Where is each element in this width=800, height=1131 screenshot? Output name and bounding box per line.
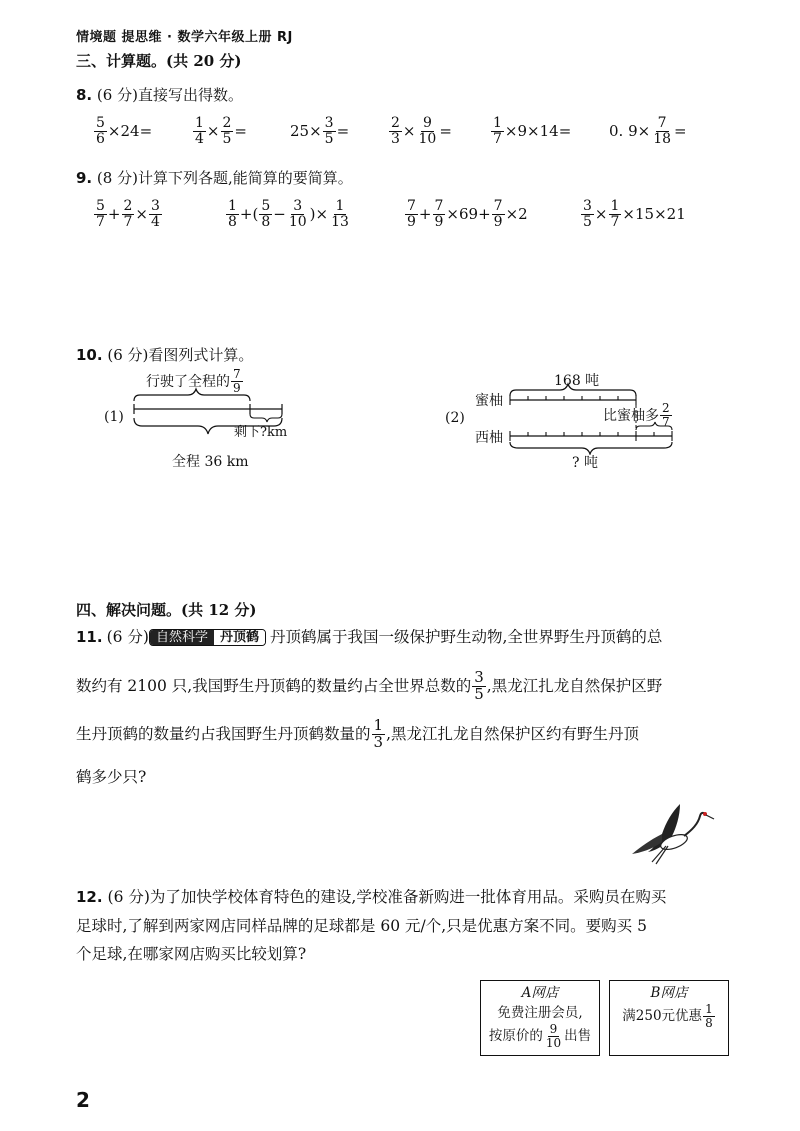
topic-tag-subject: 丹顶鹤 bbox=[214, 630, 265, 645]
section-3-title: 三、计算题。(共 20 分) bbox=[76, 52, 242, 70]
diagram-1-remain-label: 剩下?km bbox=[234, 425, 288, 440]
diagram-2-row1-label: 蜜柚 bbox=[475, 393, 503, 409]
q12-line-3: 个足球,在哪家网店购买比较划算? bbox=[76, 945, 307, 963]
page-header: 情境题 提思维 · 数学六年级上册 RJ bbox=[76, 30, 293, 45]
page-number: 2 bbox=[76, 1088, 90, 1112]
q8-item-1: $\frac{5}{6}$ ×24= bbox=[96, 115, 153, 147]
diagram-2-bottom-label: ? 吨 bbox=[572, 455, 598, 471]
diagram-2-row2-label: 西柚 bbox=[475, 430, 503, 446]
question-11: 11. (6 分) 自然科学 丹顶鹤 丹顶鹤属于我国一级保护野生动物,全世界野生丹顶鹤的总 bbox=[76, 627, 663, 646]
shop-a-line-2: 按原价的 $\frac{9}{10}$ 出售 bbox=[488, 1022, 592, 1050]
crane-illustration bbox=[628, 798, 718, 868]
question-number: 8. bbox=[76, 86, 93, 104]
topic-tag bbox=[149, 629, 266, 646]
section-4-title: 四、解决问题。(共 12 分) bbox=[76, 601, 257, 619]
diagram-2-more-label: 比蜜柚多 $\frac{2}{7}$ bbox=[603, 401, 670, 429]
q11-line-4: 鹤多少只? bbox=[76, 768, 147, 786]
q9-expr-1: $\frac{5}{7}$ + $\frac{2}{7}$ × $\frac{3}{4}$ bbox=[96, 198, 160, 230]
q9-expr-4: $\frac{3}{5}$ × $\frac{1}{7}$ ×15×21 bbox=[583, 198, 686, 230]
q8-item-2: $\frac{1}{4}$ × $\frac{2}{5}$ = bbox=[195, 115, 247, 147]
question-text: (6 分)直接写出得数。 bbox=[96, 86, 243, 104]
question-9: 9. (8 分)计算下列各题,能简算的要简算。 bbox=[76, 169, 353, 187]
q8-item-5: $\frac{1}{7}$ ×9×14= bbox=[493, 115, 572, 147]
q8-item-4: $\frac{2}{3}$ × $\frac{9}{10}$ = bbox=[391, 115, 452, 147]
shop-a-card bbox=[480, 980, 600, 1056]
shop-a-line-1: 免费注册会员, bbox=[497, 1005, 583, 1021]
question-8 bbox=[76, 84, 243, 105]
q8-item-6: 0. 9× $\frac{7}{18}$ = bbox=[609, 115, 687, 147]
shop-a-title: A网店 bbox=[521, 985, 559, 1001]
topic-tag-category: 自然科学 bbox=[150, 630, 214, 645]
shop-b-title: B网店 bbox=[650, 985, 688, 1001]
q9-expr-2: $\frac{1}{8}$ +( $\frac{5}{8}$ − $\frac{3}{10}$ )× $\frac{1}{13}$ bbox=[228, 198, 349, 230]
question-10: 10. (6 分)看图列式计算。 bbox=[76, 346, 254, 364]
q11-line-3: 生丹顶鹤的数量约占我国野生丹顶鹤数量的 $\frac{1}{3}$ ,黑龙江扎龙自然保护区约有野生丹顶 bbox=[76, 716, 639, 751]
diagram-1-label: (1) bbox=[104, 409, 124, 425]
shop-b-line-1: 满250元优惠 $\frac{1}{8}$ bbox=[622, 1002, 713, 1030]
q11-line-2: 数约有 2100 只,我国野生丹顶鹤的数量约占全世界总数的 $\frac{3}{5}$ ,黑龙江扎龙自然保护区野 bbox=[76, 668, 663, 703]
shop-b-card bbox=[609, 980, 729, 1056]
q12-line-2: 足球时,了解到两家网店同样品牌的足球都是 60 元/个,只是优惠方案不同。要购买 5 bbox=[76, 917, 647, 935]
diagram-2-label: (2) bbox=[445, 410, 465, 426]
diagram-2-top-qty: 168 吨 bbox=[554, 373, 600, 389]
question-12: 12. (6 分)为了加快学校体育特色的建设,学校准备新购进一批体育用品。采购员在购买 bbox=[76, 888, 667, 906]
diagram-1-top-label: 行驶了全程的 $\frac{7}{9}$ bbox=[146, 367, 241, 395]
diagram-1-total-label: 全程 36 km bbox=[172, 454, 249, 470]
q9-expr-3: $\frac{7}{9}$ + $\frac{7}{9}$ ×69+ $\frac{7}{9}$ ×2 bbox=[407, 198, 528, 230]
q8-item-3: 25× $\frac{3}{5}$ = bbox=[290, 115, 350, 147]
